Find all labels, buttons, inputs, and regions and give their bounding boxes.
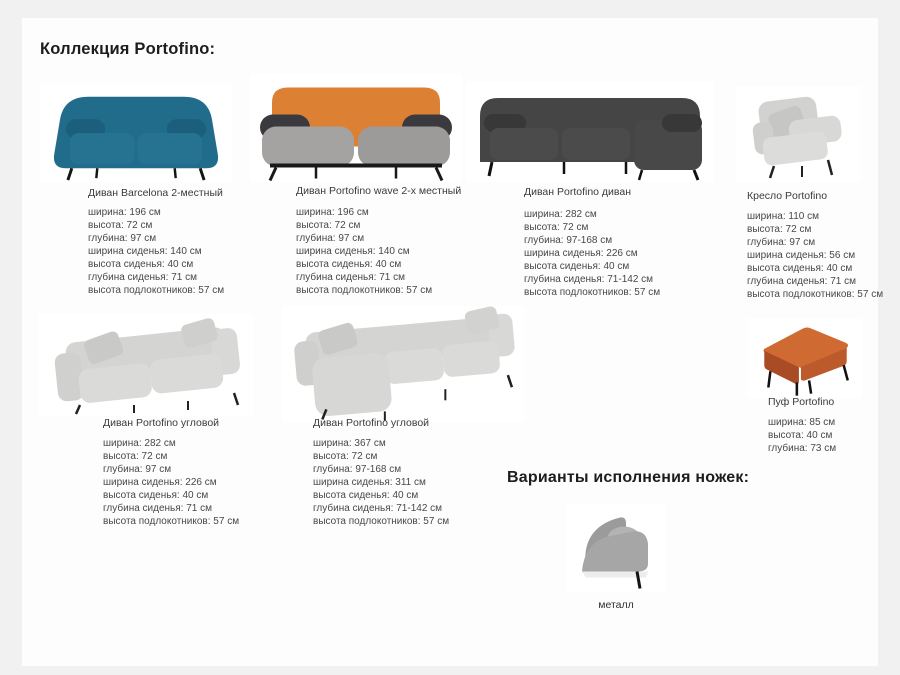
product-spec: глубина сиденья: 71 см xyxy=(103,503,213,514)
product-specs xyxy=(103,437,239,528)
legs-section-title: Варианты исполнения ножек: xyxy=(507,469,750,486)
product-spec: ширина сиденья: 56 см xyxy=(747,250,856,261)
product-specs xyxy=(296,206,432,297)
product-spec: высота: 40 см xyxy=(768,430,833,441)
portofino-wave-sofa-image xyxy=(250,74,462,182)
product-spec: ширина: 196 см xyxy=(296,207,369,218)
armchair-illustration xyxy=(736,86,860,182)
product-specs xyxy=(88,206,224,297)
product-spec: высота сиденья: 40 см xyxy=(524,261,630,272)
sofa-illustration xyxy=(250,74,462,182)
product-spec: высота подлокотников: 57 см xyxy=(103,516,240,527)
product-spec: высота подлокотников: 57 см xyxy=(296,285,433,296)
product-spec: высота сиденья: 40 см xyxy=(747,263,853,274)
sofa-illustration xyxy=(38,314,253,416)
product-spec: высота подлокотников: 57 см xyxy=(524,287,661,298)
product-spec: ширина сиденья: 140 см xyxy=(88,246,202,257)
product-spec: ширина: 282 см xyxy=(524,209,597,220)
product-specs xyxy=(747,210,883,301)
product-spec: высота: 72 см xyxy=(524,222,589,233)
product-name: Диван Barcelona 2-местный xyxy=(88,187,223,199)
product-spec: высота: 72 см xyxy=(103,451,168,462)
portofino-pouf-image xyxy=(748,318,862,398)
product-spec: глубина сиденья: 71 см xyxy=(88,272,198,283)
portofino-corner-sofa-dark-image xyxy=(466,82,714,182)
portofino-armchair-image xyxy=(736,86,860,182)
leg-option-label: металл xyxy=(598,599,634,611)
product-spec: глубина: 73 см xyxy=(768,443,837,454)
product-name: Диван Portofino угловой xyxy=(103,417,220,429)
product-spec: ширина: 282 см xyxy=(103,438,176,449)
product-spec: высота подлокотников: 57 см xyxy=(747,289,884,300)
pouf-illustration xyxy=(748,318,862,398)
product-spec: глубина: 97 см xyxy=(88,233,157,244)
product-spec: глубина сиденья: 71-142 см xyxy=(524,274,654,285)
portofino-corner-sofa-chaise-image xyxy=(282,306,524,422)
product-spec: высота сиденья: 40 см xyxy=(88,259,194,270)
product-spec: высота: 72 см xyxy=(296,220,361,231)
product-specs xyxy=(768,416,836,455)
product-spec: глубина сиденья: 71-142 см xyxy=(313,503,443,514)
sofa-illustration xyxy=(282,306,524,422)
product-spec: ширина: 85 см xyxy=(768,417,836,428)
product-spec: высота подлокотников: 57 см xyxy=(313,516,450,527)
product-spec: глубина: 97-168 см xyxy=(313,464,402,475)
sofa-illustration xyxy=(466,82,714,182)
product-specs xyxy=(524,208,660,299)
product-name: Диван Portofino угловой xyxy=(313,417,430,429)
product-spec: высота: 72 см xyxy=(88,220,153,231)
product-spec: высота: 72 см xyxy=(747,224,812,235)
product-spec: ширина сиденья: 226 см xyxy=(524,248,638,259)
product-spec: ширина: 196 см xyxy=(88,207,161,218)
product-specs xyxy=(313,437,449,528)
product-spec: глубина: 97 см xyxy=(747,237,816,248)
product-spec: высота подлокотников: 57 см xyxy=(88,285,225,296)
product-spec: глубина: 97 см xyxy=(296,233,365,244)
product-spec: ширина сиденья: 140 см xyxy=(296,246,410,257)
product-spec: высота: 72 см xyxy=(313,451,378,462)
leg-sample-illustration xyxy=(566,504,666,592)
barcelona-sofa-image xyxy=(40,84,232,182)
product-name: Диван Portofino диван xyxy=(524,186,632,198)
product-spec: глубина: 97-168 см xyxy=(524,235,613,246)
product-spec: высота сиденья: 40 см xyxy=(313,490,419,501)
product-spec: ширина: 110 см xyxy=(747,211,819,222)
product-spec: высота сиденья: 40 см xyxy=(103,490,209,501)
product-name: Кресло Portofino xyxy=(747,190,828,202)
product-name: Диван Portofino wave 2-х местный xyxy=(296,185,462,197)
product-spec: ширина сиденья: 226 см xyxy=(103,477,217,488)
product-name: Пуф Portofino xyxy=(768,396,835,408)
product-spec: глубина: 97 см xyxy=(103,464,172,475)
sofa-illustration xyxy=(40,84,232,182)
product-spec: высота сиденья: 40 см xyxy=(296,259,402,270)
product-spec: ширина сиденья: 311 см xyxy=(313,477,426,488)
product-spec: ширина: 367 см xyxy=(313,438,386,449)
product-spec: глубина сиденья: 71 см xyxy=(296,272,406,283)
metal-leg-sample-image xyxy=(566,504,666,592)
portofino-corner-sofa-light-image xyxy=(38,314,253,416)
product-spec: глубина сиденья: 71 см xyxy=(747,276,857,287)
collection-title: Коллекция Portofino: xyxy=(40,40,216,58)
